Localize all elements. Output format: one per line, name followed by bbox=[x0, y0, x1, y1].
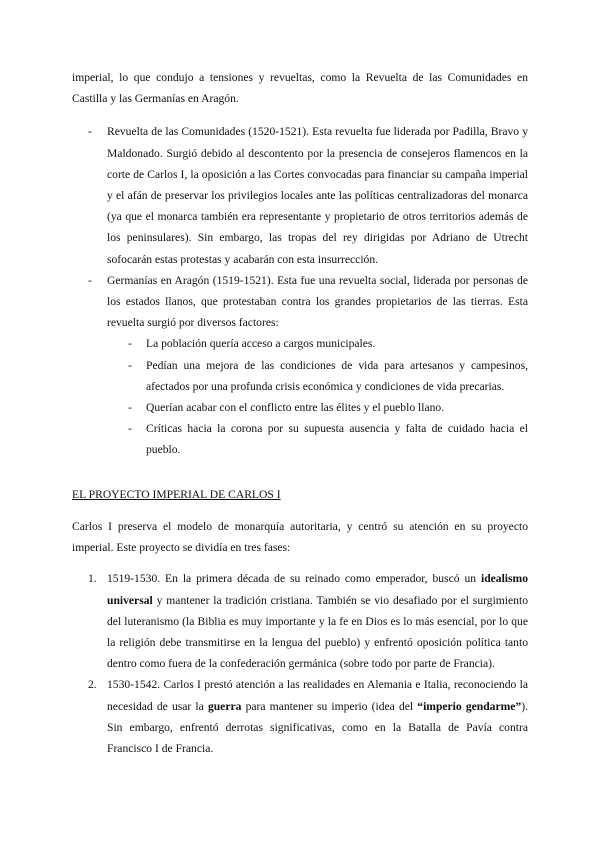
list-item-text: Revuelta de las Comunidades (1520-1521). Esta revuelta fue liderada por Padilla, Bravo y Maldonado. Surgió debido al descontento por la presencia de consejeros flamencos en la corte de Carlos I, la oposición a las Cortes convocadas para financiar su campaña imperial y el afán de preservar los privilegios locales ante las políticas centralizadoras del monarca (ya que el monarca también era representante y propietario de otros territorios además de los peninsulares). Sin embargo, las tropas del rey dirigidas por Adriano de Utrecht sofocarán estas protestas y acabarán con esta insurrección. bbox=[107, 125, 528, 266]
sub-item-conflicto bbox=[72, 397, 528, 418]
numbered-item-fase-1 bbox=[72, 568, 528, 674]
sub-item-condiciones bbox=[72, 355, 528, 397]
number-marker: 1. bbox=[88, 572, 97, 586]
text-block-bottom bbox=[72, 516, 528, 759]
bold-term: idealismo universal bbox=[107, 572, 528, 607]
section-heading-block bbox=[72, 484, 528, 505]
number-marker: 2. bbox=[88, 678, 97, 692]
list-item-text: Germanías en Aragón (1519-1521). Esta fue una revuelta social, liderada por personas de los estados llanos, que protestaban contra los grandes propietarios de las tierras. Esta revuelta surgió por diversos factores: bbox=[107, 273, 528, 330]
numbered-item-fase-2 bbox=[72, 674, 528, 759]
section-heading: EL PROYECTO IMPERIAL DE CARLOS I bbox=[72, 488, 281, 501]
sub-item-cargos bbox=[72, 333, 528, 354]
sub-marker: - bbox=[128, 401, 132, 415]
sub-item-text: Críticas hacia la corona por su supuesta ausencia y falta de cuidado hacia el pueblo. bbox=[146, 422, 528, 457]
text-block-top bbox=[72, 67, 528, 461]
list-item-comunidades bbox=[72, 121, 528, 269]
sub-marker: - bbox=[128, 422, 132, 436]
intro-paragraph: imperial, lo que condujo a tensiones y revueltas, como la Revuelta de las Comunidades en Castilla y las Germanías en Aragón. bbox=[72, 71, 528, 106]
sub-item-text: Pedían una mejora de las condiciones de vida para artesanos y campesinos, afectados por una profunda crisis económica y condiciones de vida precarias. bbox=[146, 358, 528, 393]
bold-term: guerra bbox=[207, 699, 242, 713]
list-marker: - bbox=[88, 125, 92, 139]
fase-text: y mantener la tradición cristiana. También se vio desafiado por el surgimiento del luteranismo (la Biblia es muy importante y la fe en Dios es lo más esencial, por lo que la religión debe transmitirse en la lengua del pueblo) y enfrentó oposición política tanto dentro como fuera de la confederación germánica (sobre todo por parte de Francia). bbox=[107, 593, 528, 671]
list-item-germanias bbox=[72, 270, 528, 334]
sub-marker: - bbox=[128, 337, 132, 351]
fase-text: para mantener su imperio (idea del bbox=[241, 699, 418, 713]
section-paragraph: Carlos I preserva el modelo de monarquía autoritaria, y centró su atención en su proyecto imperial. Este proyecto se dividía en tres fases: bbox=[72, 520, 528, 555]
sub-item-criticas bbox=[72, 418, 528, 460]
bold-term: “imperio gendarme” bbox=[417, 699, 522, 713]
fase-text: 1530-1542. Carlos I prestó atención a las realidades en Alemania e Italia, reconociendo la necesidad de usar la bbox=[107, 678, 528, 713]
sub-item-text: Querían acabar con el conflicto entre las élites y el pueblo llano. bbox=[146, 401, 445, 415]
sub-item-text: La población quería acceso a cargos municipales. bbox=[146, 337, 376, 351]
sub-marker: - bbox=[128, 358, 132, 372]
list-marker: - bbox=[88, 273, 92, 287]
fase-text: 1519-1530. En la primera década de su reinado como emperador, buscó un bbox=[107, 572, 481, 586]
fase-text: ). Sin embargo, enfrentó derrotas significativas, como en la Batalla de Pavía contra Francisco I de Francia. bbox=[107, 699, 528, 756]
